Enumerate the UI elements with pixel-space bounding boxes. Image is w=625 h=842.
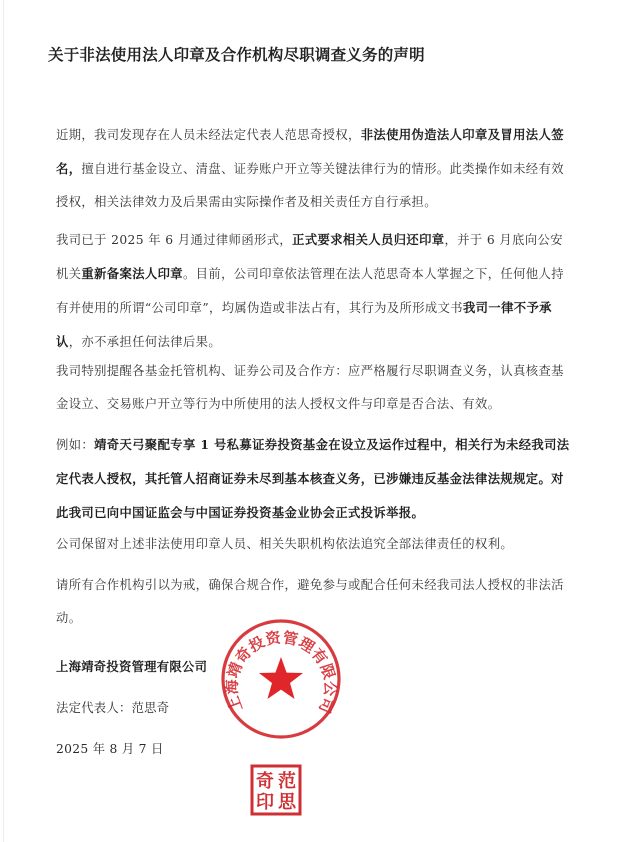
seal-char-1: 范	[278, 771, 296, 792]
seal-char-2: 思	[278, 792, 296, 813]
paragraph-segment: 非法使用伪造法人印章及冒用法人签名，	[56, 127, 564, 176]
seal-char-3: 奇	[256, 771, 274, 792]
star-icon	[259, 657, 303, 699]
paragraph-segment: 擅自进行基金设立、清盘、证券账户开立等关键法律行为的情形。此类操作如未经有效授权，相关法律效力及后果需由实际操作者及相关责任方自行承担。	[56, 162, 564, 209]
paragraph-2	[56, 223, 571, 359]
paragraph-segment: ，并于 6 月底向公安机关	[56, 233, 563, 281]
paragraph-4	[56, 428, 571, 530]
company-seal-stamp	[219, 617, 343, 741]
paragraph-segment: 近期，我司发现存在人员未经法定代表人范思奇授权，	[56, 128, 361, 142]
paragraph-segment: 重新备案法人印章	[81, 266, 183, 281]
document-title: 关于非法使用法人印章及合作机构尽职调查义务的声明	[48, 46, 425, 64]
seal-arc-text: 上海靖奇投资管理有限公司	[222, 628, 340, 717]
paragraph-segment: 请所有合作机构引以为戒，确保合规合作，避免参与或配合任何未经我司法人授权的非法活动。	[56, 578, 564, 625]
personal-seal-stamp	[249, 763, 303, 817]
seal-char-4: 印	[256, 792, 274, 813]
paragraph-5	[56, 528, 571, 561]
paragraph-segment: 我司已于 2025 年 6 月通过律师函形式，	[56, 233, 293, 247]
paragraph-segment: 。目前，公司印章依法管理在法人范思奇本人掌握之下，任何他人持有并使用的所谓“公司印章”，均属伪造或非法占有，其行为及所形成文书	[56, 267, 564, 315]
paragraph-segment: 正式要求相关人员归还印章	[292, 232, 445, 247]
paragraph-segment: 例如：	[56, 438, 95, 452]
paragraph-3	[56, 355, 571, 421]
signature-legal-rep: 法定代表人：范思奇	[56, 701, 170, 715]
paragraph-segment: 我司特别提醒各基金托管机构、证券公司及合作方：应严格履行尽职调查义务，认真核查基金设立、交易账户开立等行为中所使用的法人授权文件与印章是否合法、有效。	[56, 364, 564, 411]
paragraph-segment: 我司一律不予承认	[56, 300, 552, 349]
paragraph-1	[56, 118, 571, 219]
paragraph-segment: 靖奇天弓聚配专享 1 号私募证券投资基金在设立及运作过程中，相关行为未经我司法定代表人授权，其托管人招商证券未尽到基本核查义务，已涉嫌违反基金法律法规规定。对此我司已向中国证监会与中国证券投资基金业协会正式投诉举报。	[56, 437, 570, 520]
signature-company: 上海靖奇投资管理有限公司	[56, 659, 208, 674]
page-edge	[3, 0, 4, 842]
paragraph-segment: 公司保留对上述非法使用印章人员、相关失职机构依法追究全部法律责任的权利。	[56, 537, 514, 551]
paragraph-segment: ，亦不承担任何法律后果。	[68, 335, 222, 349]
signature-date: 2025 年 8 月 7 日	[56, 742, 164, 756]
